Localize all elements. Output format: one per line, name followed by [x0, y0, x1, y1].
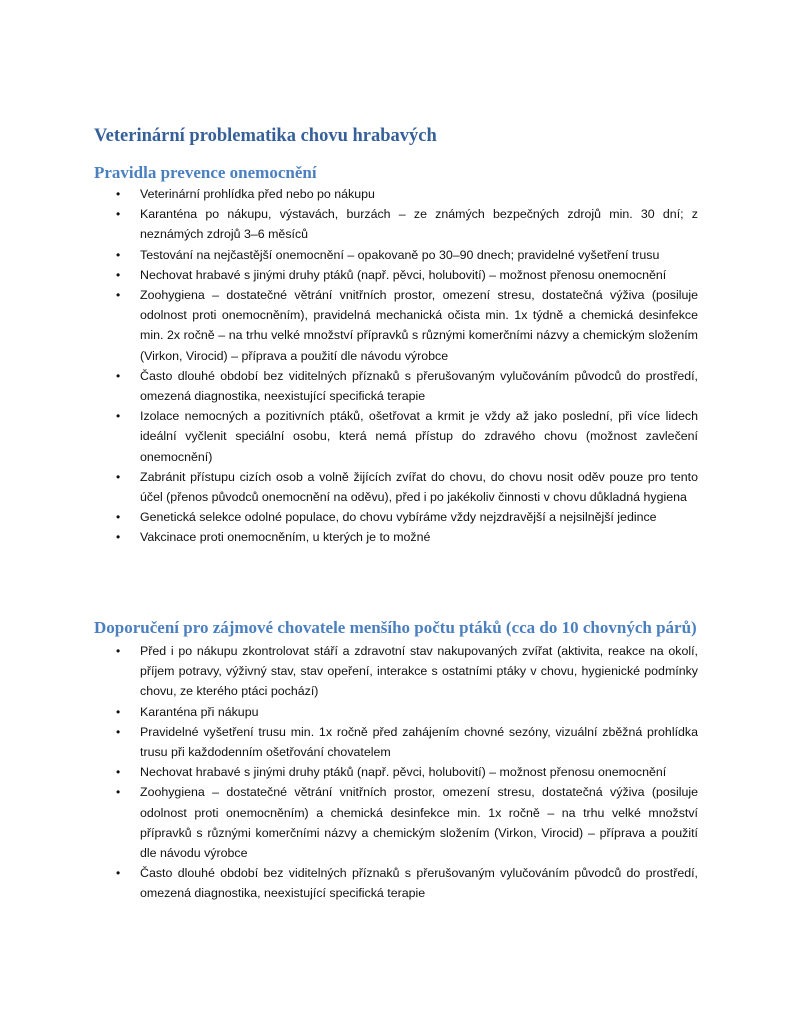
bullet-icon: • — [116, 785, 121, 800]
list-item-text: Nechovat hrabavé s jinými druhy ptáků (např. pěvci, holubovití) – možnost přenosu onemocnění — [140, 267, 667, 282]
section-recommendations — [94, 618, 698, 904]
list-item-text: Izolace nemocných a pozitivních ptáků, ošetřovat a krmit je vždy až jako poslední, při více lidech ideální vyčlenit speciální osobu, která nemá přístup do zdravého chovu (možnost zavlečení onemocnění) — [140, 409, 698, 464]
list-item-text: Karanténa po nákupu, výstavách, burzách – ze známých bezpečných zdrojů min. 30 dní; z neznámých zdrojů 3–6 měsíců — [140, 207, 698, 242]
list-item-text: Často dlouhé období bez viditelných příznaků s přerušovaným vylučováním původců do prostředí, omezená diagnostika, neexistující specifická terapie — [140, 866, 698, 901]
list-item — [116, 702, 698, 722]
list-item-text: Vakcinace proti onemocněním, u kterých je to možné — [140, 530, 431, 545]
bullet-icon: • — [116, 644, 121, 658]
bullet-icon: • — [116, 704, 121, 719]
list-item-text: Veterinární prohlídka před nebo po nákupu — [140, 187, 375, 201]
bullet-icon: • — [116, 469, 121, 484]
list-item — [116, 285, 698, 366]
bullet-list — [94, 184, 698, 548]
bullet-icon: • — [116, 765, 121, 780]
list-item-text: Zabránit přístupu cizích osob a volně žijících zvířat do chovu, do chovu nosit oděv pouze pro tento účel (přenos původců onemocnění na oděvu), před i po jakékoliv činnosti v chovu důkladná hygiena — [140, 469, 698, 505]
list-item-text: Zoohygiena – dostatečné větrání vnitřních prostor, omezení stresu, dostatečná výživa (posiluje odolnost proti onemocněním), pravidelná mechanická očista min. 1x týdně a chemická desinfekce min. 2x ročně – na trhu velké množství přípravků s různými komerčními názvy a chemickým složením (Virkon, Virocid) – příprava a použití dle návodu výrobce — [140, 288, 698, 363]
list-item — [116, 406, 698, 467]
section-heading: Doporučení pro zájmové chovatele menšího počtu ptáků (cca do 10 chovných párů) — [94, 618, 697, 637]
list-item-text: Často dlouhé období bez viditelných příznaků s přerušovaným vylučováním původců do prostředí, omezená diagnostika, neexistující specifická terapie — [140, 368, 698, 404]
bullet-icon: • — [116, 530, 121, 545]
list-item-text: Genetická selekce odolné populace, do chovu vybíráme vždy nejzdravější a nejsilnější jedince — [140, 510, 657, 525]
bullet-icon: • — [116, 510, 121, 525]
list-item — [116, 184, 698, 204]
list-item — [116, 366, 698, 406]
bullet-icon: • — [116, 288, 121, 303]
list-item — [116, 204, 698, 244]
list-item — [116, 762, 698, 782]
list-item-text: Karanténa při nákupu — [140, 704, 259, 719]
bullet-icon: • — [116, 409, 121, 424]
list-item-text: Nechovat hrabavé s jinými druhy ptáků (např. pěvci, holubovití) – možnost přenosu onemocnění — [140, 765, 667, 780]
bullet-icon: • — [116, 866, 121, 881]
bullet-icon: • — [116, 247, 121, 262]
section-heading: Pravidla prevence onemocnění — [94, 163, 317, 182]
list-item-text: Pravidelné vyšetření trusu min. 1x ročně před zahájením chovné sezóny, vizuální zběžná prohlídka trusu při každodenním ošetřování chovatelem — [140, 724, 698, 760]
bullet-icon: • — [116, 207, 121, 222]
bullet-list — [94, 641, 698, 904]
bullet-icon: • — [116, 368, 121, 383]
list-item — [116, 722, 698, 762]
section-prevention — [94, 163, 698, 548]
list-item — [116, 507, 698, 527]
list-item — [116, 782, 698, 863]
list-item — [116, 265, 698, 285]
list-item — [116, 245, 698, 265]
list-item — [116, 527, 698, 547]
list-item — [116, 641, 698, 702]
list-item-text: Před i po nákupu zkontrolovat stáří a zdravotní stav nakupovaných zvířat (aktivita, reakce na okolí, příjem potravy, výživný stav, stav opeření, interakce s ostatními ptáky v chovu, hygienické podmínky chovu, ze kterého ptáci pochází) — [140, 644, 698, 699]
list-item — [116, 863, 698, 903]
list-item-text: Zoohygiena – dostatečné větrání vnitřních prostor, omezení stresu, dostatečná výživa (posiluje odolnost proti onemocněním) a chemická desinfekce min. 1x ročně – na trhu velké množství přípravků s různými komerčními názvy a chemickým složením (Virkon, Virocid) – příprava a použití dle návodu výrobce — [140, 785, 698, 861]
list-item — [116, 467, 698, 507]
document-title: Veterinární problematika chovu hrabavých — [94, 126, 437, 146]
list-item-text: Testování na nejčastější onemocnění – opakovaně po 30–90 dnech; pravidelné vyšetření trusu — [140, 247, 660, 262]
bullet-icon: • — [116, 724, 121, 739]
bullet-icon: • — [116, 267, 121, 282]
bullet-icon: • — [116, 187, 121, 201]
